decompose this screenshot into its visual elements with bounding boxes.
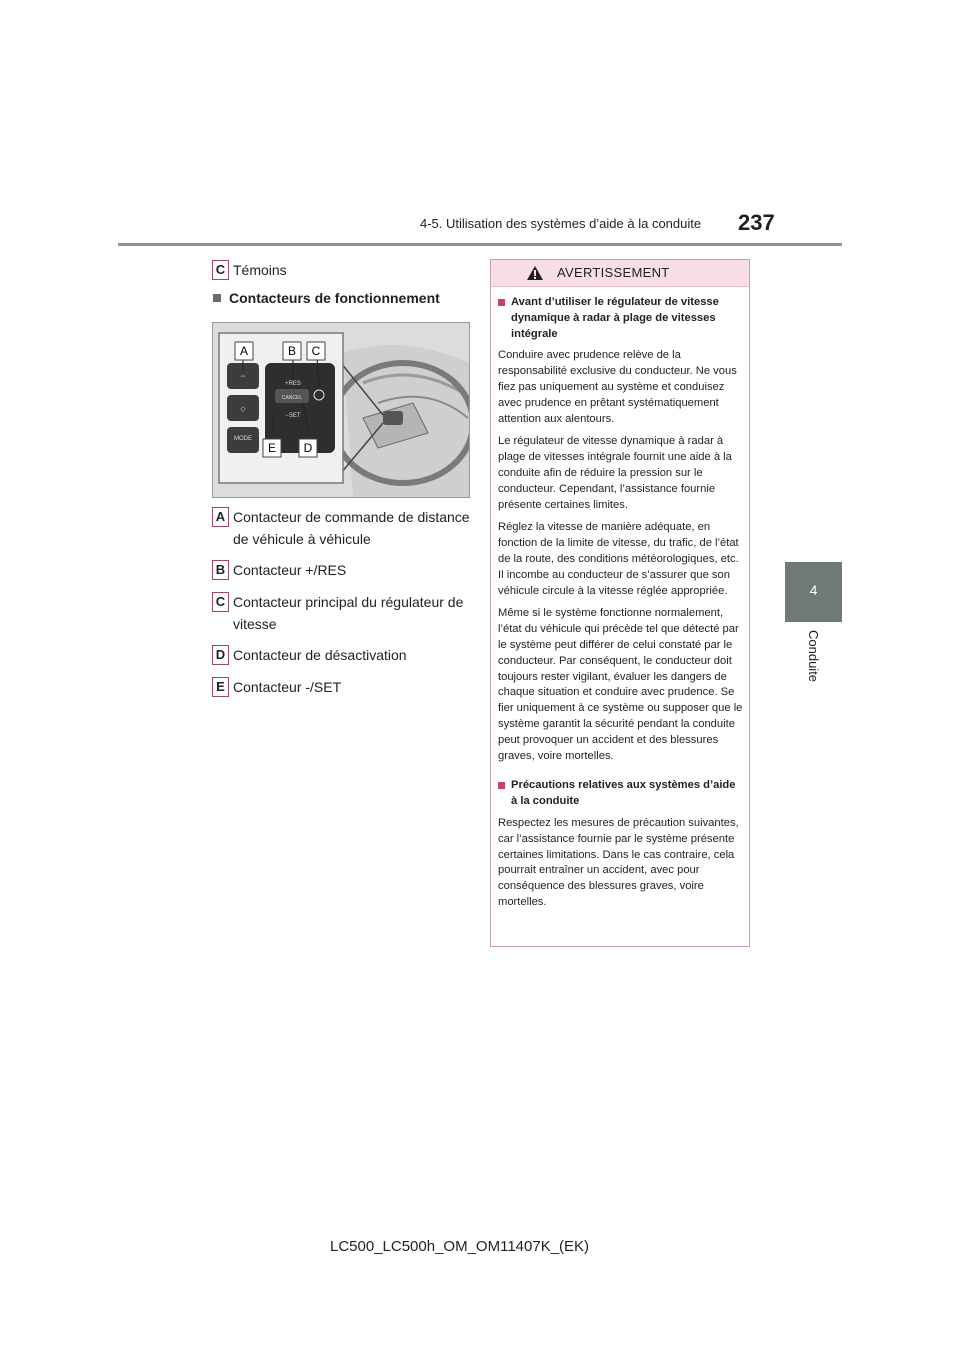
warning-subheading: Avant d’utiliser le régulateur de vitesse dynamique à radar à plage de vitesses intégrale: [498, 295, 743, 342]
bullet-square-icon: [213, 294, 221, 302]
warning-box: [490, 259, 750, 947]
header-rule: [118, 243, 842, 246]
item-badge: B: [212, 560, 229, 580]
warning-subheading: Précautions relatives aux systèmes d’aide à la conduite: [498, 778, 743, 810]
steering-switch-illustration: [213, 323, 469, 497]
section-title: 4-5. Utilisation des systèmes d’aide à la conduite: [420, 216, 702, 231]
callout-a: A: [239, 344, 249, 358]
item-badge: A: [212, 507, 229, 527]
item-text: Contacteur principal du régulateur de vitesse: [233, 594, 464, 632]
warning-header: [491, 260, 749, 287]
mode-switch-label: MODE: [234, 436, 252, 442]
item-text: Contacteur +/RES: [233, 562, 347, 578]
warning-title: AVERTISSEMENT: [557, 265, 670, 280]
callout-c: C: [311, 344, 321, 358]
warning-paragraph: Le régulateur de vitesse dynamique à radar à plage de vitesses intégrale fournit une aide à la conduite afin de réduire la pression sur le conducteur. Cependant, l’assistance fournie présente certaines limites.: [498, 435, 732, 511]
item-text: Contacteur -/SET: [233, 679, 342, 695]
chapter-label: Conduite: [806, 630, 821, 683]
chapter-number: 4: [809, 582, 818, 598]
item-text: Contacteur de désactivation: [233, 647, 407, 663]
warning-paragraph: Même si le système fonctionne normalement, l’état du véhicule qui précède tel que détecté par le système peut différer de celui constaté par le conducteur. Par conséquent, le conducteur doit toujours rester vigilant, évaluer les dangers de chaque situation et conduire avec prudence. Se fier uniquement à ce système ou supposer que le système garantit la sécurité pendant la conduite peut provoquer un accident et des blessures graves, voire mortelles.: [498, 607, 743, 762]
item-text: Témoins: [233, 262, 287, 278]
cancel-switch-label: CANCEL: [281, 395, 303, 401]
item-badge: D: [212, 645, 229, 665]
item-text: Contacteur de commande de distance de véhicule à véhicule: [233, 509, 470, 547]
item-badge: E: [212, 677, 229, 697]
set-switch-label: −SET: [285, 413, 301, 419]
subheading: Contacteurs de fonctionnement: [213, 290, 440, 306]
bullet-square-icon: [498, 299, 505, 306]
warning-triangle-icon: [526, 265, 544, 281]
callout-e: E: [267, 441, 277, 455]
item-badge: C: [212, 260, 229, 280]
svg-text:◇: ◇: [240, 406, 246, 413]
warning-paragraph: Réglez la vitesse de manière adéquate, en fonction de la limite de vitesse, du trafic, de l’état de la route, des conditions météorologiques, etc. Il incombe au conducteur de s’assurer que son véhicule circule à la vitesse réglée appropriée.: [498, 521, 739, 597]
warning-paragraph: Respectez les mesures de précaution suivantes, car l’assistance fournie par le système présente certaines limitations. Dans le cas contraire, cela pourrait entraîner un accident, avec pour conséquence des blessures graves, voire mortelles.: [498, 816, 739, 908]
svg-text:⇔: ⇔: [239, 373, 247, 380]
callout-b: B: [287, 344, 297, 358]
warning-paragraph: Conduire avec prudence relève de la responsabilité exclusive du conducteur. Ne vous fiez pas uniquement au système et conduisez avec prudence en prêtant systématiquement attention aux alentours.: [498, 349, 737, 425]
bullet-square-icon: [498, 782, 505, 789]
steering-switch-figure: [212, 322, 470, 498]
res-switch-label: +RES: [285, 381, 301, 387]
item-badge: C: [212, 592, 229, 612]
warning-body: [491, 287, 749, 911]
callout-d: D: [303, 441, 313, 455]
page-number: 237: [738, 210, 775, 235]
document-code: LC500_LC500h_OM_OM11407K_(EK): [330, 1238, 590, 1255]
